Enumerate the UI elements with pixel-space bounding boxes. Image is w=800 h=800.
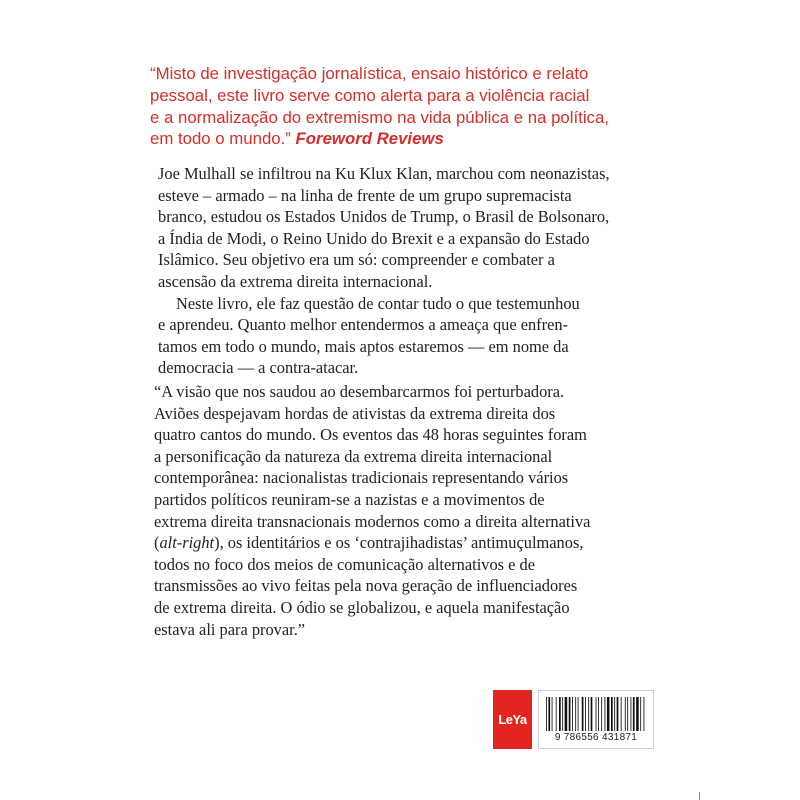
barcode-bar — [607, 697, 610, 731]
alt-close: ), os identitários e os ‘contrajihadistas’ antimuçulmanos, — [214, 533, 584, 553]
barcode-bar — [598, 697, 599, 731]
description-line: Islâmico. Seu objetivo era um só: compreender e combater a — [158, 250, 555, 270]
barcode-bar — [582, 697, 584, 731]
alt-open: ( — [154, 533, 160, 553]
barcode-bar — [562, 697, 563, 731]
blurb-line: “Misto de investigação jornalística, ensaio histórico e relato — [150, 64, 589, 83]
barcode-bar — [644, 697, 645, 731]
book-excerpt — [154, 381, 674, 640]
barcode-bar — [546, 697, 547, 731]
excerpt-line: quatro cantos do mundo. Os eventos das 48 horas seguintes foram — [154, 425, 587, 445]
isbn-number: 9 786556 431871 — [554, 732, 638, 743]
excerpt-line: extrema direita transnacionais modernos como a direita alternativa — [154, 511, 591, 531]
blurb-line: pessoal, este livro serve como alerta para a violência racial — [150, 85, 590, 105]
barcode-bar — [601, 697, 602, 731]
barcode-bar — [548, 697, 550, 731]
barcode-bar — [605, 697, 606, 731]
description-line: a Índia de Modi, o Reino Unido do Brexit e a expansão do Estado — [158, 228, 590, 248]
description-line: tamos em todo o mundo, mais aptos estaremos — em nome da — [158, 336, 569, 356]
book-description — [158, 163, 658, 379]
excerpt-line: a personificação da natureza da extrema direita internacional — [154, 446, 553, 466]
description-line: ascensão da extrema direita internacional. — [158, 271, 433, 291]
barcode-bar — [578, 697, 579, 731]
excerpt-line: Aviões despejavam hordas de ativistas da extrema direita dos — [154, 403, 556, 423]
blurb-line: e a normalização do extremismo na vida pública e na política, — [150, 107, 609, 127]
barcode-bar — [596, 697, 597, 731]
excerpt-line: transmissões ao vivo feitas pela nova geração de influenciadores — [154, 576, 578, 596]
barcode-bar — [631, 697, 632, 731]
barcode-bar — [565, 697, 568, 731]
alt-right-term: alt-right — [159, 533, 215, 553]
barcode-bar — [575, 697, 576, 731]
barcode-bar — [585, 697, 586, 731]
barcode-bar — [627, 697, 628, 731]
description-paragraph-2 — [158, 293, 658, 379]
description-line: e aprendeu. Quanto melhor entendermos a ameaça que enfren- — [158, 315, 569, 335]
barcode-bar — [556, 697, 557, 731]
barcode-bar — [588, 697, 589, 731]
trim-mark — [699, 792, 700, 800]
description-line: branco, estudou os Estados Unidos de Trump, o Brasil de Bolsonaro, — [158, 207, 610, 227]
barcode — [538, 690, 654, 749]
description-line: democracia — a contra-atacar. — [158, 358, 359, 378]
blurb-source: Foreword Reviews — [295, 129, 444, 149]
excerpt-line: “A visão que nos saudou ao desembarcarmos foi perturbadora. — [154, 382, 565, 401]
excerpt-line: todos no foco dos meios de comunicação alternativos e de — [154, 554, 535, 574]
description-line: Neste livro, ele faz questão de contar tudo o que testemunhou — [176, 293, 580, 313]
barcode-bar — [625, 697, 626, 731]
barcode-bar — [621, 697, 622, 731]
barcode-bar — [611, 697, 613, 731]
description-line: Joe Mulhall se infiltrou na Ku Klux Klan, marchou com neonazistas, — [158, 164, 610, 183]
barcode-bar — [572, 697, 573, 731]
blurb-line-text: em todo o mundo.” — [150, 129, 291, 149]
leya-logo — [493, 690, 532, 749]
excerpt-line: de extrema direita. O ódio se globalizou, e aquela manifestação — [154, 597, 570, 617]
description-line: esteve – armado – na linha de frente de um grupo supremacista — [158, 185, 572, 205]
barcode-bar — [591, 697, 593, 731]
barcode-bar — [569, 697, 571, 731]
barcode-bar — [552, 697, 553, 731]
barcode-bar — [614, 697, 615, 731]
description-paragraph-1 — [158, 163, 658, 293]
barcode-bar — [617, 697, 619, 731]
barcode-bar — [636, 697, 639, 731]
barcode-bar — [640, 697, 641, 731]
excerpt-line: partidos políticos reuniram-se a nazistas e a movimentos de — [154, 489, 545, 509]
barcode-bar — [559, 697, 561, 731]
excerpt-line: estava ali para provar.” — [154, 619, 306, 639]
barcode-bar — [633, 697, 635, 731]
blurb-quote — [150, 63, 670, 150]
blurb-line-last — [150, 128, 670, 150]
barcode-bars — [545, 697, 649, 731]
excerpt-line-alt-right — [154, 532, 674, 554]
leya-logo-text: LeYa — [498, 712, 527, 727]
excerpt-line: contemporânea: nacionalistas tradicionais representando vários — [154, 468, 569, 488]
